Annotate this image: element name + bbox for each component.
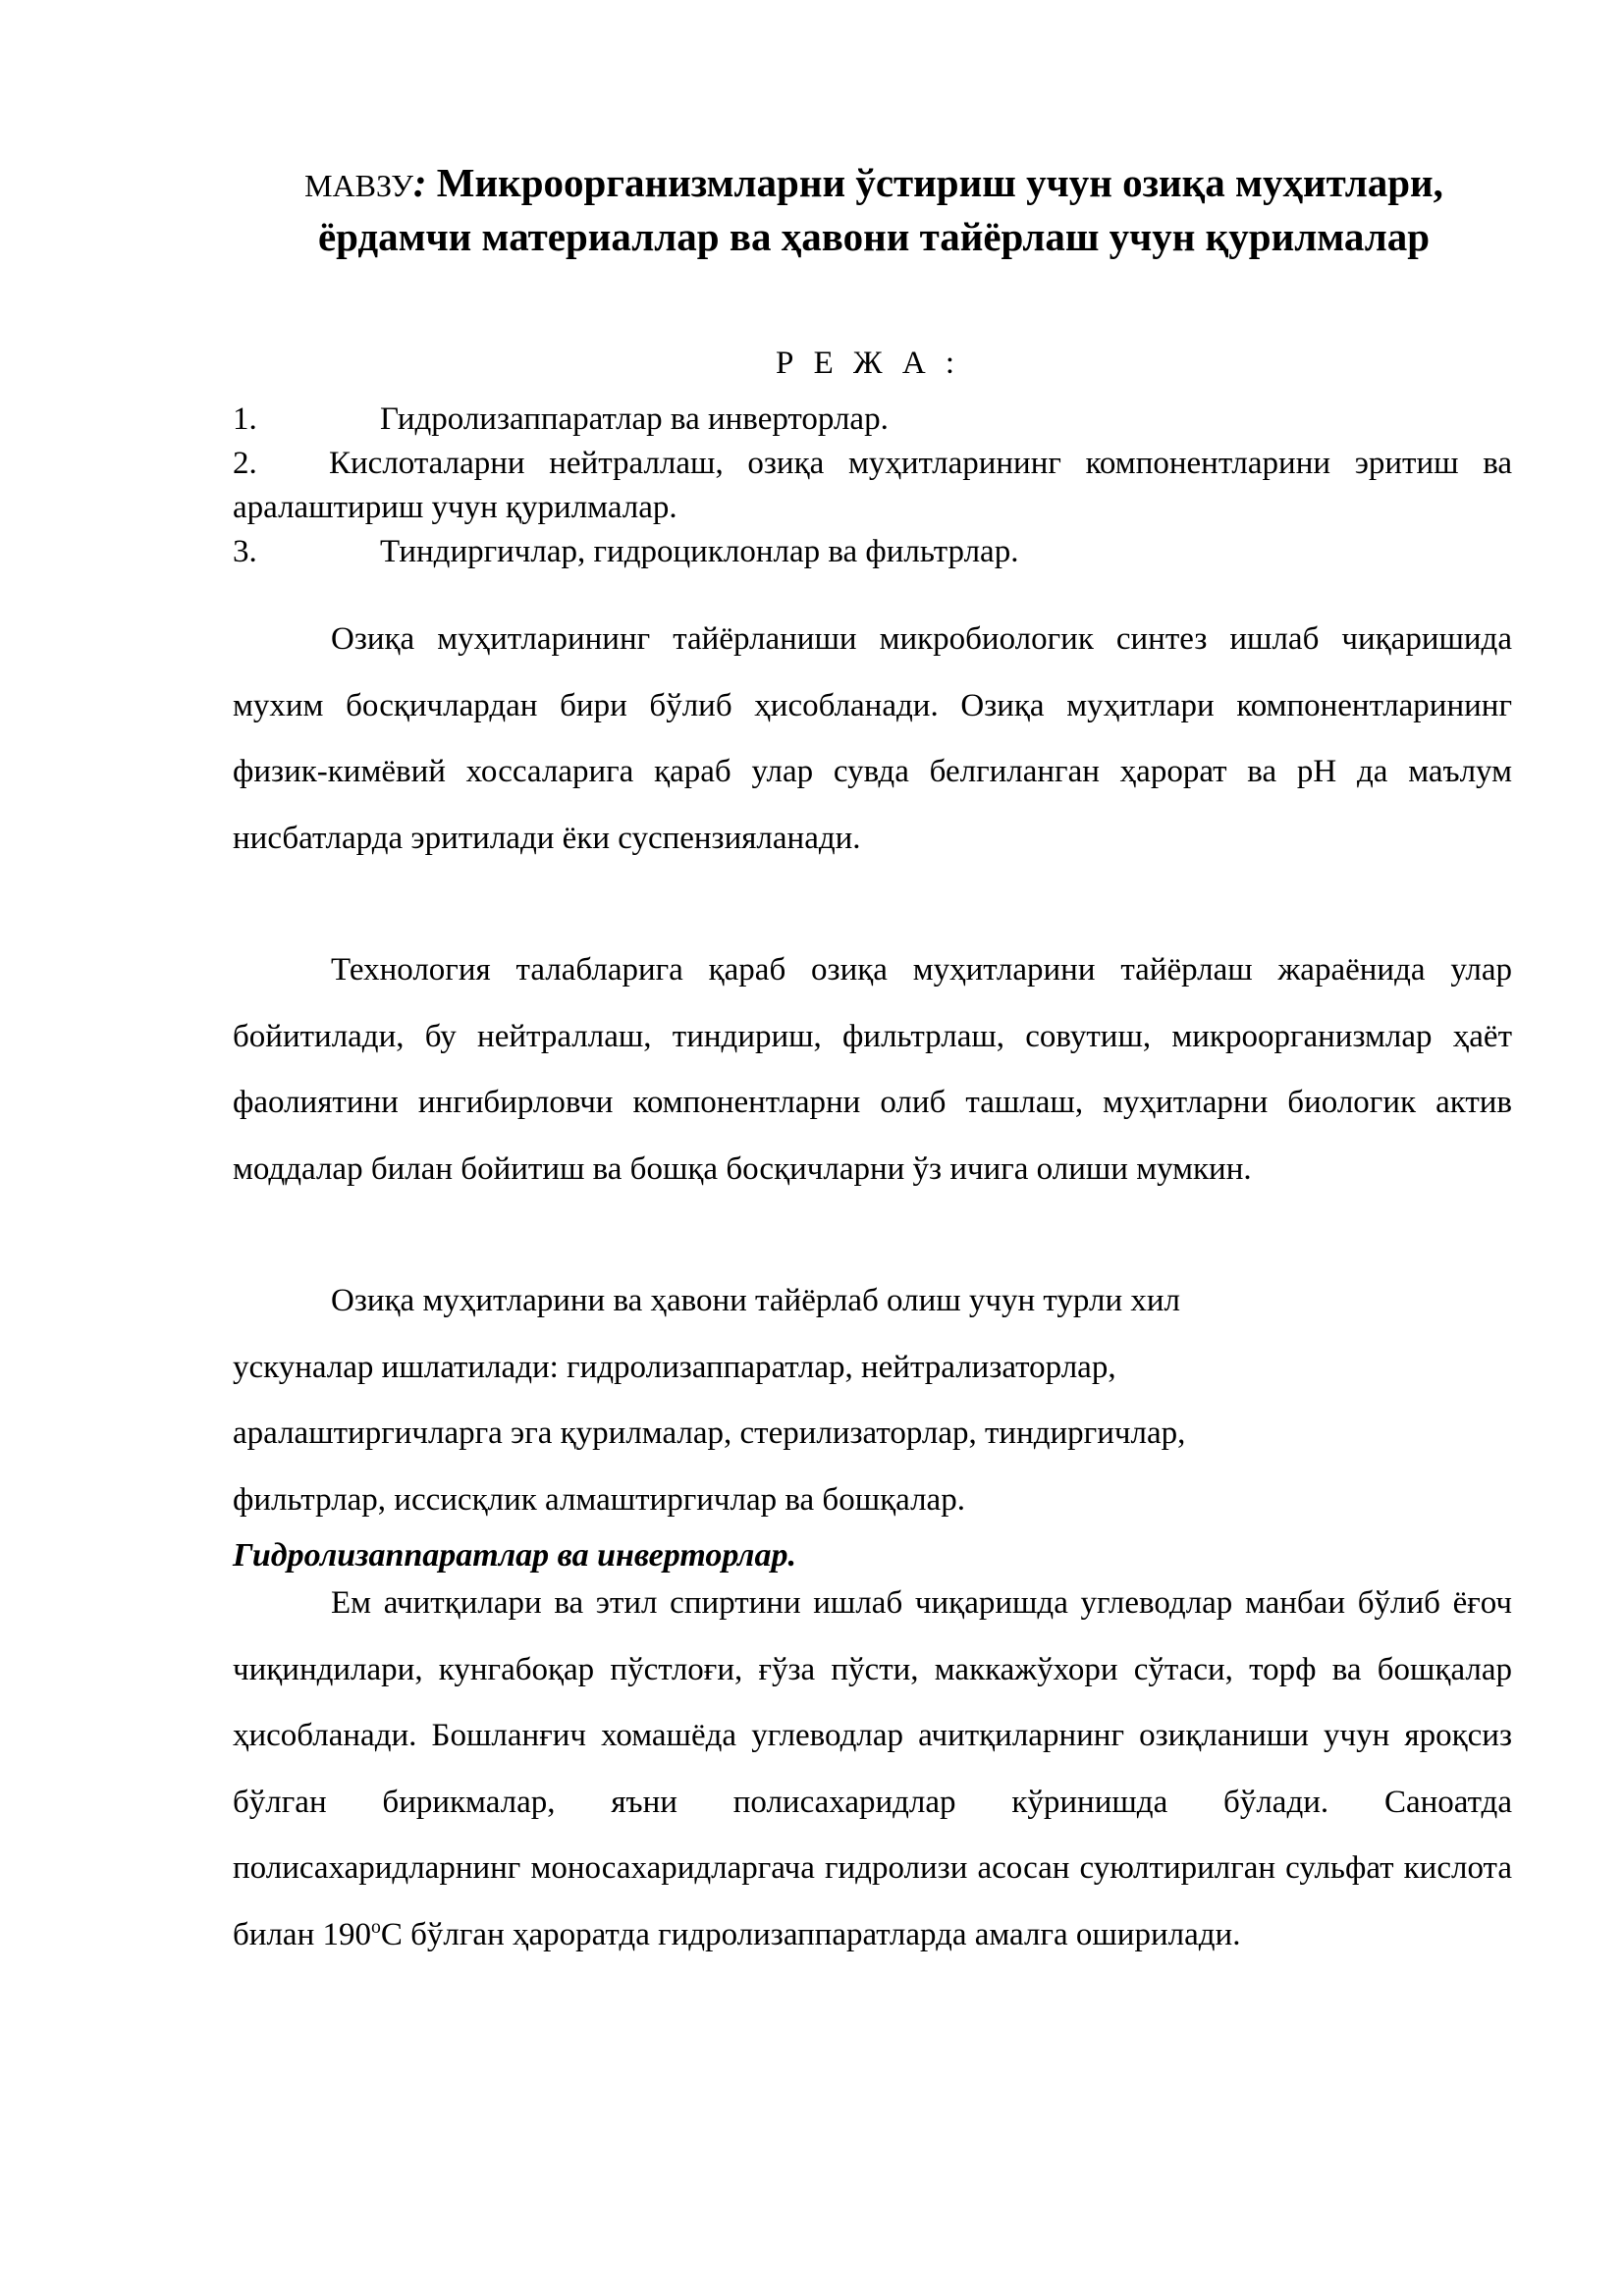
paragraph-line: аралаштиргичларга эга қурилмалар, стерилизаторлар, тиндиргичлар, (233, 1415, 1186, 1451)
plan-list (233, 398, 1512, 574)
plan-item-text: Кислоталарни нейтраллаш, озиқа муҳитларининг компонентларини эритиш ва аралаштириш учун қурилмалар. (233, 446, 1512, 525)
plan-item (233, 398, 1512, 442)
plan-item-number: 1. (233, 401, 257, 437)
plan-item (233, 442, 1512, 530)
body-paragraph (233, 1571, 1512, 1968)
page-title (236, 157, 1512, 262)
plan-item-text: Тиндиргичлар, гидроциклонлар ва фильтрлар. (380, 534, 1019, 569)
plan-item (233, 530, 1512, 574)
body-paragraph (233, 1268, 1512, 1533)
paragraph-line: ускуналар ишлатилади: гидролизаппаратлар, нейтрализаторлар, (233, 1349, 1116, 1385)
plan-heading: Р Е Ж А : (776, 346, 961, 381)
plan-item-number: 2. (233, 446, 257, 481)
plan-item-number: 3. (233, 534, 257, 569)
paragraph-text: Технология талабларига қараб озиқа муҳитларини тайёрлаш жараёнида улар бойитилади, бу нейтраллаш, тиндириш, фильтрлаш, совутиш, микроорганизмлар ҳаёт фаолиятини ингибирловчи компонентларни олиб ташлаш, муҳитларни биологик актив моддалар билан бойитиш ва бошқа босқичларни ўз ичига олиши мумкин. (233, 952, 1512, 1187)
body-paragraph (233, 607, 1512, 872)
title-colon: : (412, 160, 427, 205)
paragraph-text: Озиқа муҳитларининг тайёрланиши микробиологик синтез ишлаб чиқаришида мухим босқичлардан бири бўлиб ҳисобланади. Озиқа муҳитлари компонентларининг физик-кимёвий хоссаларига қараб улар сувда белгиланган ҳарорат ва pH да маълум нисбатларда эритилади ёки суспензияланади. (233, 621, 1512, 856)
paragraph-text (233, 1571, 1512, 1968)
paragraph-line: Озиқа муҳитларини ва ҳавони тайёрлаб олиш учун турли хил (331, 1283, 1180, 1318)
body-paragraph (233, 937, 1512, 1202)
section-heading: Гидролизаппаратлар ва инверторлар. (233, 1537, 796, 1574)
paragraph-line: фильтрлар, иссисқлик алмаштиргичлар ва бошқалар. (233, 1481, 965, 1518)
plan-item-text: Гидролизаппаратлар ва инверторлар. (380, 401, 889, 437)
title-text: Микроорганизмларни ўстириш учун озиқа муҳитлари, ёрдамчи материаллар ва ҳавони тайёрлаш учун қурилмалар (317, 160, 1443, 259)
paragraph-main-text: Ем ачитқилари ва этил спиртини ишлаб чиқаришда углеводлар манбаи бўлиб ёғоч чиқиндилари, кунгабоқар пўстлоғи, ғўза пўсти, маккажўхори сўтаси, торф ва бошқалар ҳисобланади. Бошланғич хомашёда углеводлар ачитқиларнинг озиқланиши учун яроқсиз бўлган бирикмалар, яъни полисахаридлар кўринишда бўлади. Саноатда полисахаридларнинг моносахаридларгача гидролизи асосан суюлтирилган сульфат кислота билан 190 (233, 1585, 1512, 1952)
paragraph-tail-text: С бўлган ҳароратда гидролизаппаратларда амалга оширилади. (380, 1916, 1241, 1952)
degree-superscript: о (370, 1915, 381, 1938)
title-tag: МАВЗУ (304, 168, 413, 203)
